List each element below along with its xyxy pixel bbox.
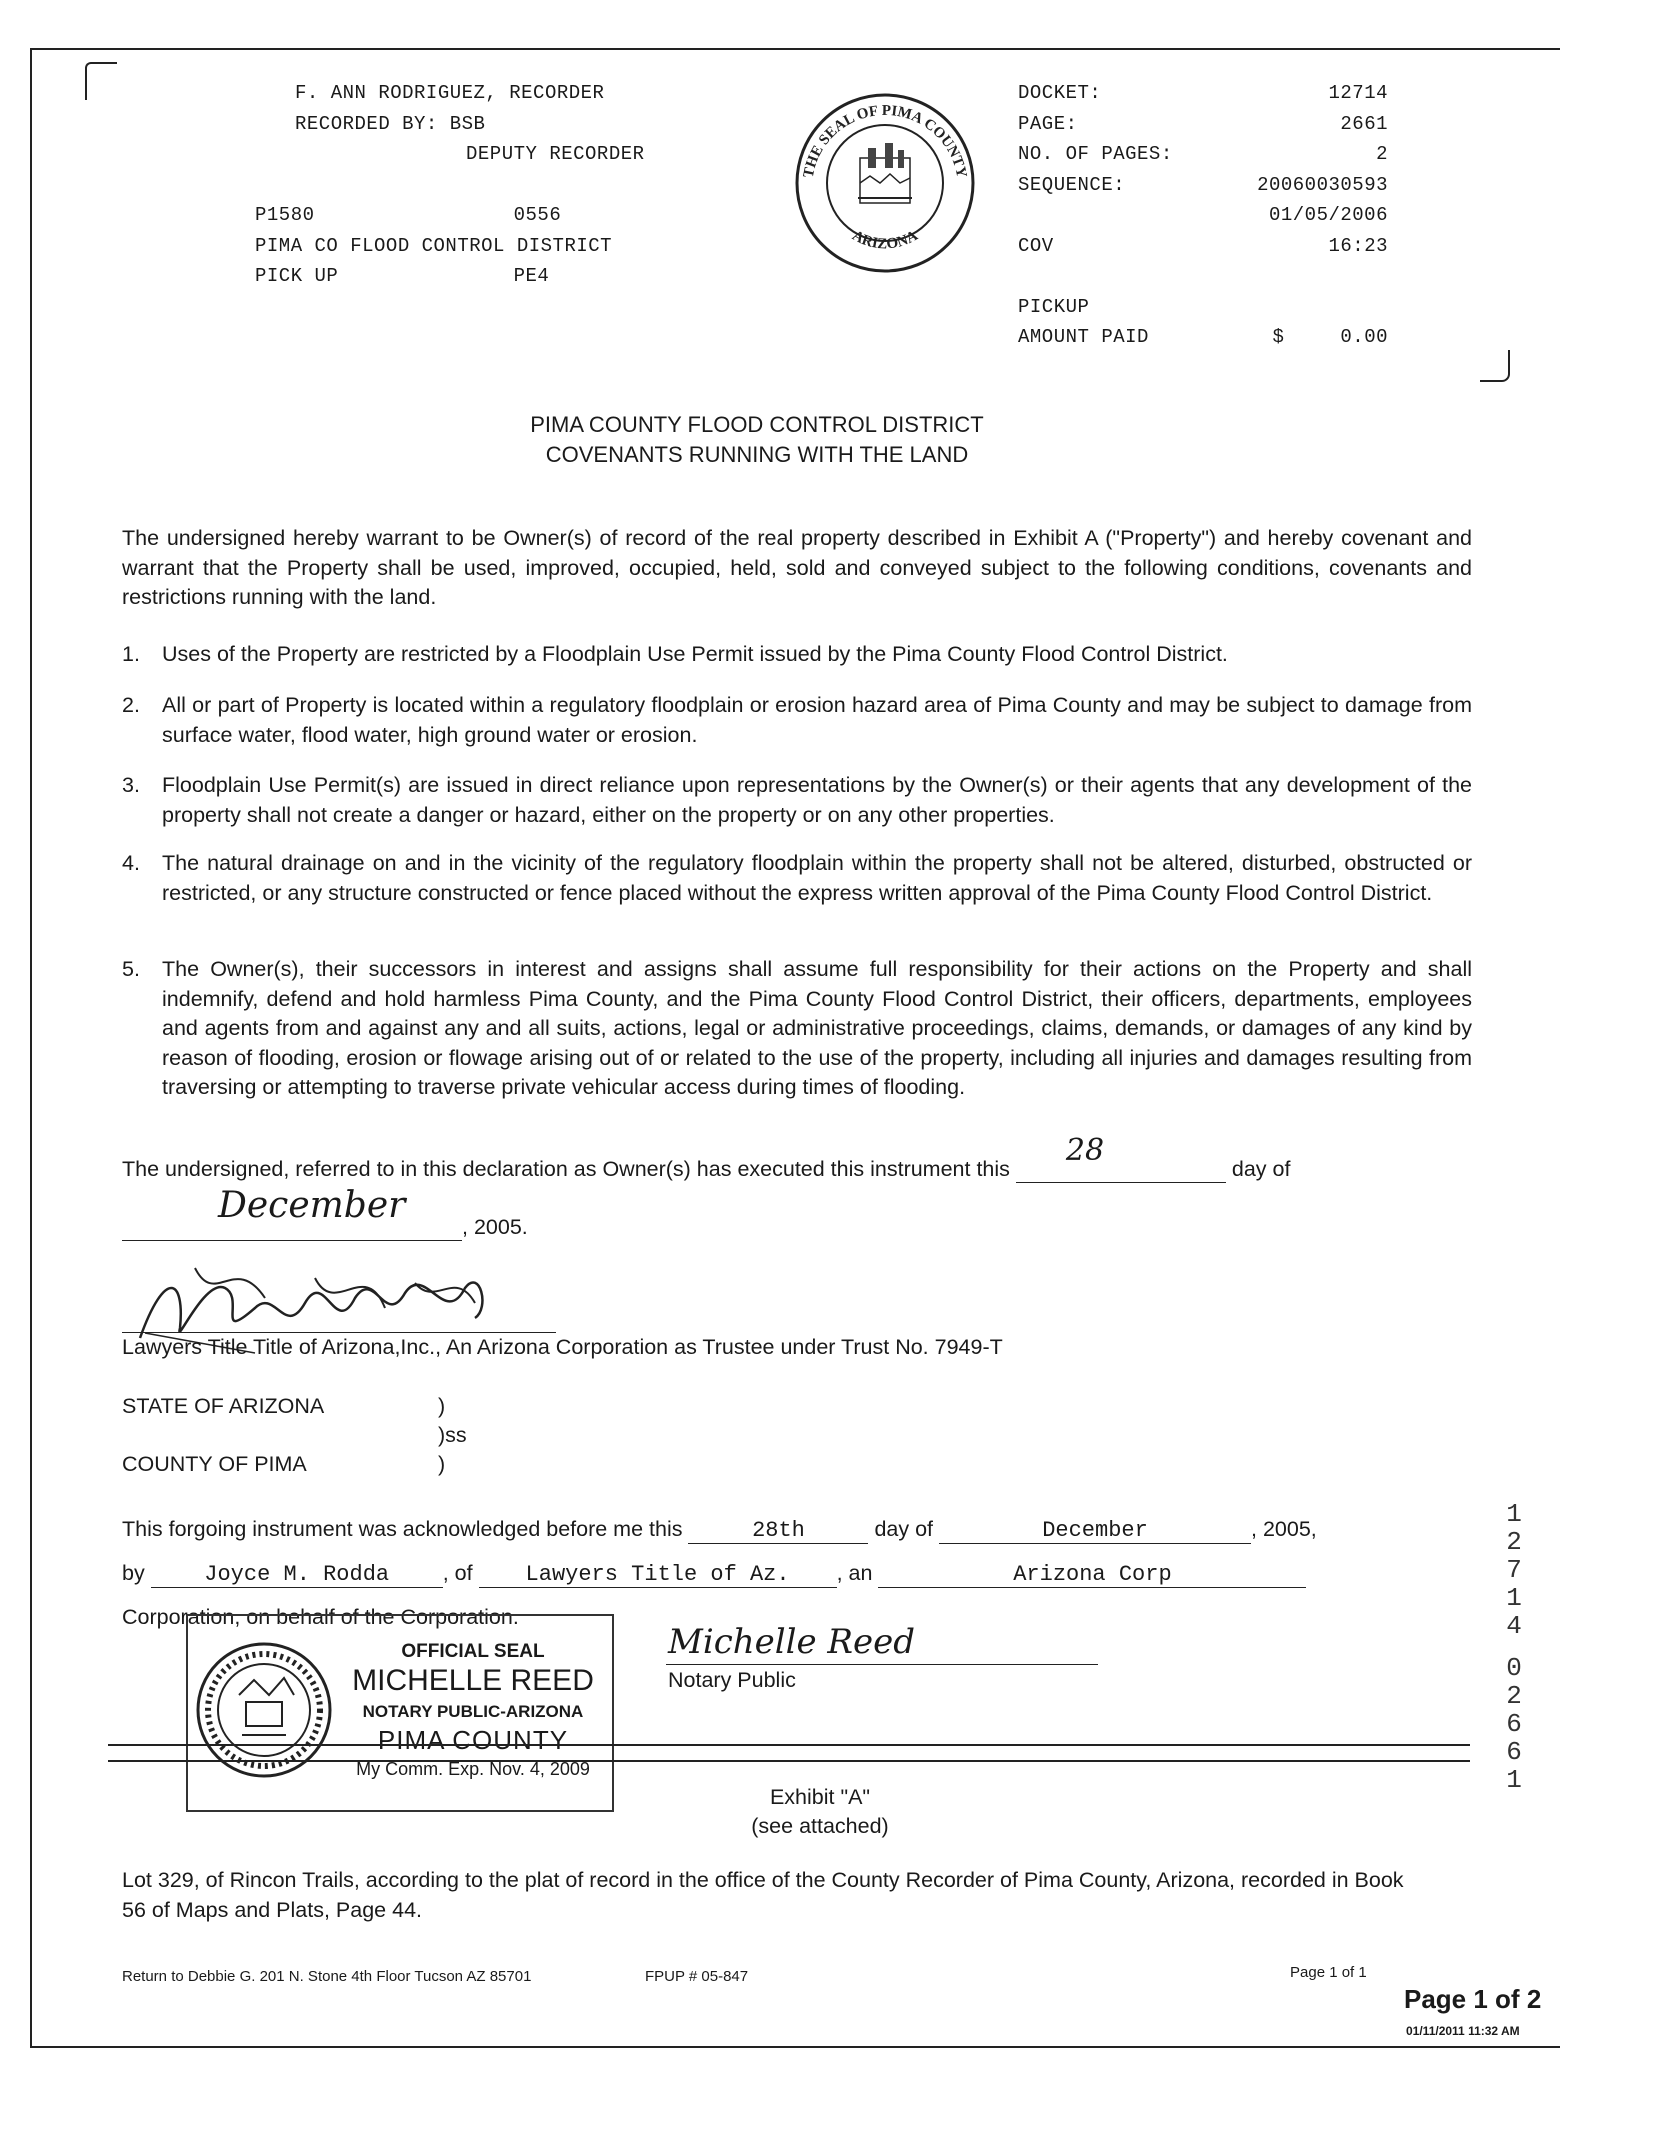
pages-value: 2 (1376, 143, 1388, 165)
execution-text: The undersigned, referred to in this declaration as Owner(s) has executed this instrument this (122, 1157, 1010, 1181)
ack-of: , of (442, 1561, 473, 1585)
margin-digit: 1 (1506, 1583, 1522, 1613)
margin-digit: 2 (1506, 1527, 1522, 1557)
arizona-seal-icon (194, 1640, 334, 1780)
page-frame-bottom (30, 2046, 1560, 2048)
ack-company: Lawyers Title of Az. (479, 1562, 837, 1588)
venue-county: COUNTY OF PIMA (122, 1452, 307, 1476)
margin-digit: 2 (1506, 1681, 1522, 1711)
margin-digit: 0 (1506, 1653, 1522, 1683)
legal-description: Lot 329, of Rincon Trails, according to the plat of record in the office of the County Recorder of Pima County, Arizona, recorded in Book 56 of Maps and Plats, Page 44. (122, 1868, 1404, 1922)
svg-text:ARIZONA: ARIZONA (849, 227, 921, 253)
recorded-by: RECORDED BY: BSB (295, 112, 486, 135)
venue-paren: ) (438, 1394, 446, 1418)
sequence-label: SEQUENCE: (1018, 173, 1126, 196)
venue-state: STATE OF ARIZONA (122, 1394, 325, 1418)
recorder-block (295, 78, 604, 139)
docket-label: DOCKET: (1018, 82, 1102, 104)
handwritten-month: December (218, 1185, 406, 1226)
item-text: The natural drainage on and in the vicinity of the regulatory floodplain within the property shall not be altered, disturbed, obstructed or restricted, or any structure constructed or fence placed without the express written approval of the Pima County Flood Control District. (162, 851, 1472, 905)
amount-label: AMOUNT PAID (1018, 326, 1149, 348)
amount-value: 0.00 (1340, 326, 1388, 348)
ack-person: Joyce M. Rodda (151, 1562, 443, 1588)
margin-digit: 7 (1506, 1555, 1522, 1585)
item-3 (122, 771, 1472, 830)
margin-digit: 6 (1506, 1737, 1522, 1767)
intro-paragraph: The undersigned hereby warrant to be Owner(s) of record of the real property described in Exhibit A ("Property") and hereby covenant and warrant that the Property shall be used, improved, occupied, held, sold and conveyed subject to the following conditions, covenants and restrictions running with the land. (122, 526, 1472, 609)
margin-digit: 1 (1506, 1765, 1522, 1795)
margin-digit (1502, 1640, 1526, 1654)
item-number: 5. (122, 957, 140, 981)
return-to-address: Return to Debbie G. 201 N. Stone 4th Floor Tucson AZ 85701 (122, 1968, 532, 1985)
agency-name: PIMA CO FLOOD CONTROL DISTRICT (255, 234, 613, 257)
page-frame-top (30, 48, 1560, 50)
recorder-name: F. ANN RODRIGUEZ, RECORDER (295, 82, 605, 104)
stamp-expires: My Comm. Exp. Nov. 4, 2009 (356, 1759, 590, 1779)
venue-paren: ) (438, 1452, 446, 1476)
docket-block (1018, 78, 1388, 353)
acknowledgment-line-1 (122, 1517, 1317, 1544)
county-seal-icon (790, 88, 980, 278)
record-date: 01/05/2006 (1268, 204, 1388, 226)
item-number: 2. (122, 693, 140, 717)
day-of-text: day of (1231, 1157, 1291, 1181)
document-title (0, 410, 1589, 470)
item-5 (122, 955, 1472, 1103)
item-text: Uses of the Property are restricted by a Floodplain Use Permit issued by the Pima County Flood Control District. (162, 642, 1228, 666)
separator-line (108, 1744, 1470, 1746)
agency-block (255, 200, 612, 292)
venue-block (122, 1392, 467, 1479)
item-number: 4. (122, 851, 140, 875)
recorder-code-1: 0556 (513, 204, 562, 226)
item-text: The Owner(s), their successors in interest and assigns shall assume full responsibility for their actions on the Property and shall indemnify, defend and hold harmless Pima County, and the Pima County Flood Control District, their officers, departments, employees and agents from and against any and all suits, actions, legal or administrative proceedings, claims, demands, or damages of any kind by reason of flooding, erosion or flowage arising out of or related to the use of the property, including all injuries and damages resulting from traversing or attempting to traverse private vehicular access during times of flooding. (162, 957, 1472, 1099)
acknowledgment-line-3: Corporation, on behalf of the Corporation. (122, 1605, 519, 1629)
stamp-county: PIMA COUNTY (377, 1725, 569, 1755)
execution-day-field (1016, 1133, 1226, 1183)
corner-mark-top-left (85, 62, 117, 100)
acknowledgment-line-2 (122, 1561, 1306, 1588)
ack-by: by (122, 1561, 145, 1585)
margin-reference-number (1502, 1500, 1526, 1794)
signer-name: Lawyers Title Title of Arizona,Inc., An Arizona Corporation as Trustee under Trust No. 7949-T (122, 1335, 1003, 1359)
pickup-note: PICK UP (255, 265, 339, 287)
item-text: Floodplain Use Permit(s) are issued in direct reliance upon representations by the Owner(s) or their agents that any development of the property shall not create a danger or hazard, either on the property or on any other properties. (162, 773, 1472, 827)
item-number: 1. (122, 642, 140, 666)
item-4 (122, 849, 1472, 908)
margin-number-stack (1502, 1500, 1526, 1794)
sequence-value: 20060030593 (1257, 173, 1388, 196)
execution-year: , 2005. (462, 1215, 528, 1239)
margin-digit: 6 (1506, 1709, 1522, 1739)
ack-text: This forgoing instrument was acknowledged before me this (122, 1517, 683, 1541)
handwritten-day: 28 (1065, 1133, 1105, 1168)
currency-symbol: $ (1272, 326, 1285, 348)
ack-corp-type: Arizona Corp (878, 1562, 1306, 1588)
ack-an: , an (836, 1561, 873, 1585)
page-frame-left (30, 48, 32, 2048)
notary-label: Notary Public (668, 1668, 796, 1692)
page-label: PAGE: (1018, 112, 1078, 135)
deputy-recorder: DEPUTY RECORDER (466, 143, 645, 165)
pages-label: NO. OF PAGES: (1018, 143, 1173, 165)
item-number: 3. (122, 773, 140, 797)
stamp-official: OFFICIAL SEAL (401, 1641, 545, 1662)
exhibit-subtitle: (see attached) (751, 1814, 889, 1838)
page-of: Page 1 of 1 (1290, 1964, 1367, 1981)
item-2 (122, 691, 1472, 750)
stamp-title: NOTARY PUBLIC-ARIZONA (362, 1702, 584, 1721)
page-stamp: Page 1 of 2 (1404, 1984, 1542, 2014)
notary-signature-line (666, 1664, 1098, 1665)
margin-digit: 1 (1506, 1499, 1522, 1529)
exhibit-title: Exhibit "A" (769, 1785, 871, 1809)
execution-line (122, 1133, 1291, 1183)
stamp-name: MICHELLE REED (352, 1664, 594, 1697)
ack-month: December (939, 1518, 1251, 1544)
svg-text:THE SEAL OF PIMA COUNTY: THE SEAL OF PIMA COUNTY (800, 102, 970, 180)
docket-value: 12714 (1328, 82, 1388, 104)
margin-digit: 4 (1506, 1611, 1522, 1641)
ack-day-of: day of (874, 1517, 934, 1541)
item-1 (122, 640, 1472, 670)
title-line-1: PIMA COUNTY FLOOD CONTROL DISTRICT (530, 412, 984, 437)
ack-year: , 2005, (1251, 1517, 1317, 1541)
notary-signature: Michelle Reed (668, 1622, 916, 1662)
pickup-label: PICKUP (1018, 295, 1090, 318)
record-time: 16:23 (1328, 234, 1388, 257)
venue-ss: )ss (438, 1423, 467, 1447)
execution-month-field (122, 1185, 462, 1241)
recorder-code-2: PE4 (513, 265, 550, 287)
page-value: 2661 (1340, 112, 1388, 135)
signature-line (122, 1332, 556, 1333)
item-text: All or part of Property is located within a regulatory floodplain or erosion hazard area of Pima County and may be subject to damage from surface water, flood water, high ground water or erosion. (162, 693, 1472, 747)
p-code: P1580 (255, 204, 315, 226)
corner-mark-bottom-right (1480, 350, 1510, 382)
exhibit-heading (700, 1783, 940, 1841)
title-line-2: COVENANTS RUNNING WITH THE LAND (545, 442, 969, 467)
fpup-number: FPUP # 05-847 (645, 1968, 749, 1985)
separator-line (108, 1760, 1470, 1762)
footer-timestamp: 01/11/2011 11:32 AM (1406, 2024, 1520, 2038)
execution-month-line (122, 1185, 528, 1241)
ack-day: 28th (688, 1518, 868, 1544)
cov-label: COV (1018, 234, 1054, 257)
